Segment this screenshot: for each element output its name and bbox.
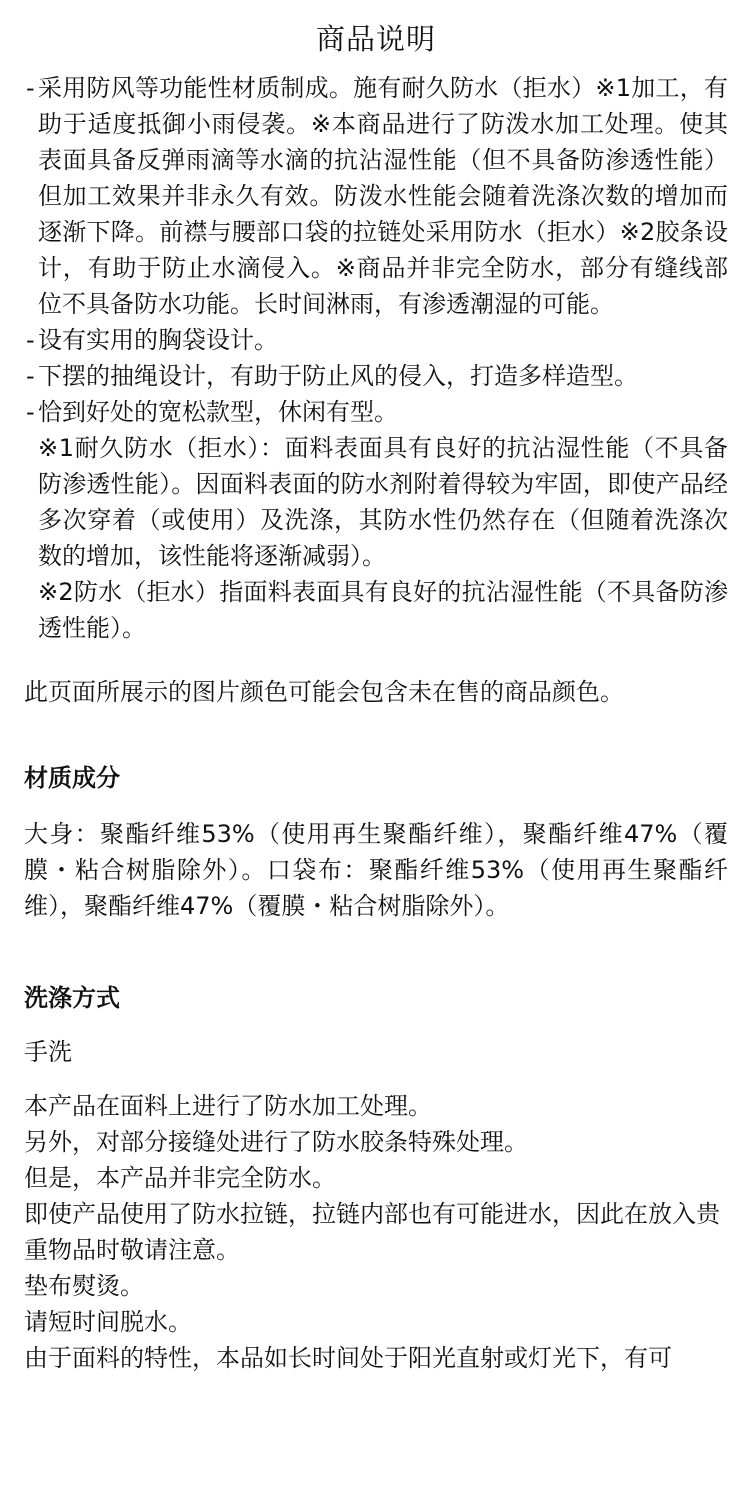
feature-item: [24, 322, 728, 358]
feature-item: [24, 70, 728, 322]
material-heading: 材质成分: [24, 764, 120, 792]
washing-instruction-line: 另外，对部分接缝处进行了防水胶条特殊处理。: [24, 1128, 528, 1156]
washing-instruction-line: 请短时间脱水。: [24, 1308, 192, 1336]
feature-item: [24, 358, 728, 394]
feature-list: [24, 70, 728, 430]
washing-heading: 洗涤方式: [24, 984, 120, 1012]
bullet-marker: -: [26, 326, 35, 354]
feature-item: [24, 394, 728, 430]
footnote-1: ※1耐久防水（拒水）：面料表面具有良好的抗沾湿性能（不具备防渗透性能）。因面料表面的防水剂附着得较为牢固，即使产品经多次穿着（或使用）及洗涤，其防水性仍然存在（但随着洗涤次数的增加，该性能将逐渐减弱）。: [38, 434, 728, 570]
bullet-marker: -: [26, 362, 35, 390]
washing-instruction-line: 由于面料的特性，本品如长时间处于阳光直射或灯光下，有可: [24, 1344, 672, 1372]
washing-method: 手洗: [24, 1038, 72, 1066]
washing-instruction-line: 即使产品使用了防水拉链，拉链内部也有可能进水，因此在放入贵重物品时敬请注意。: [24, 1200, 720, 1264]
bullet-marker: -: [26, 74, 35, 102]
feature-text: 设有实用的胸袋设计。: [38, 326, 278, 354]
footnote-2: ※2防水（拒水）指面料表面具有良好的抗沾湿性能（不具备防渗透性能）。: [38, 578, 728, 642]
washing-instructions: [24, 1088, 728, 1376]
page-title: 商品说明: [315, 22, 436, 56]
washing-instruction-line: 垫布熨烫。: [24, 1272, 144, 1300]
material-composition: 大身：聚酯纤维53%（使用再生聚酯纤维），聚酯纤维47%（覆膜・粘合树脂除外）。口袋布：聚酯纤维53%（使用再生聚酯纤维），聚酯纤维47%（覆膜・粘合树脂除外）。: [24, 820, 728, 920]
feature-text: 恰到好处的宽松款型，休闲有型。: [38, 398, 398, 426]
feature-text: 下摆的抽绳设计，有助于防止风的侵入，打造多样造型。: [38, 362, 638, 390]
feature-text: 采用防风等功能性材质制成。施有耐久防水（拒水）※1加工，有助于适度抵御小雨侵袭。※本商品进行了防泼水加工处理。使其表面具备反弹雨滴等水滴的抗沾湿性能（但不具备防渗透性能）但加工效果并非永久有效。防泼水性能会随着洗涤次数的增加而逐渐下降。前襟与腰部口袋的拉链处采用防水（拒水）※2胶条设计，有助于防止水滴侵入。※商品并非完全防水，部分有缝线部位不具备防水功能。长时间淋雨，有渗透潮湿的可能。: [38, 74, 728, 318]
washing-instruction-line: 本产品在面料上进行了防水加工处理。: [24, 1092, 432, 1120]
washing-instruction-line: 但是，本产品并非完全防水。: [24, 1164, 336, 1192]
bullet-marker: -: [26, 398, 35, 426]
color-disclaimer: 此页面所展示的图片颜色可能会包含未在售的商品颜色。: [24, 678, 624, 706]
